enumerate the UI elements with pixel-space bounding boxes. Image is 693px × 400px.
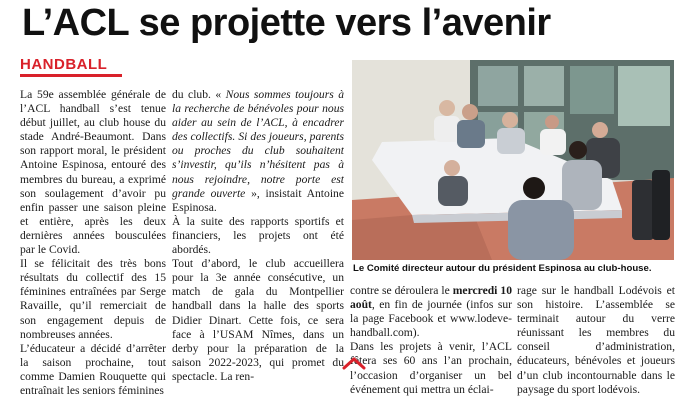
section-rubric: HANDBALL [20,56,108,73]
text-run: , en fin de journée (infos sur la page Facebook et www.lodeve-handball.com). [350,298,512,340]
article-column-2 [172,88,344,400]
text-run: du club. « [172,88,226,101]
paragraph: À la suite des rapports sportifs et financiers, les projets ont été abordés. [172,214,344,257]
photo-illustration [352,60,674,260]
text-run: », insistait Antoine Espinosa. [172,186,344,214]
article-column-1 [20,88,166,400]
article-headline: L’ACL se projette vers l’avenir [22,2,551,44]
photo-caption: Le Comité directeur autour du président Espinosa au club-house. [353,263,652,274]
paragraph: Il se félicitait des très bons résultats du collectif des 15 féminines entraînées par Serge Ravaille, qu’il remerciait de son engagement depuis de nombreuses années. [20,257,166,341]
paragraph: L’éducateur a décidé d’arrêter la saison prochaine, tout comme Damien Rouquette qui entraînait les seniors féminines [20,341,166,397]
paragraph: Tout d’abord, le club accueillera pour la 3e année consécutive, un match de gala du Montpellier handball dans la halle des sports Didier Dinart. Cette fois, ce sera face à l’USAM Nîmes, dans un derby pour la préparation de la saison 2022-2023, qui promet du spectacle. La ren- [172,257,344,383]
quote-text: Nous sommes toujours à la recherche de bénévoles pour nous aider au sein de l’ACL, à encadrer des collectifs. Si des joueurs, parents ou proches du club souhaitent s’investir, qu’ils n’hésitent pas à nous rejoindre, notre porte est grande ouverte [172,88,344,200]
text-run: contre se déroulera le [350,284,453,297]
paragraph [172,88,344,215]
rubric-underline [20,74,122,77]
article-photo [352,60,674,260]
article-column-4 [517,284,675,400]
article-column-3 [350,284,512,400]
paragraph: La 59e assemblée générale de l’ACL handball s’est tenue début juillet, au club house du stade André-Beaumont. Dans son rapport moral, le président Antoine Espinosa, entouré des membres du bureau, a exprimé son soulagement d’avoir pu enfin passer une saison pleine et entière, après les deux dernières années bousculées par le Covid. [20,88,166,257]
paragraph: rage sur le handball Lodévois et son histoire. L’assemblée se terminait autour du verre réunissant les membres du conseil d’administration, éducateurs, bénévoles et joueurs d’un club incontournable dans le paysage du sport lodévois. [517,284,675,396]
event-date: mercredi 10 août [350,284,512,312]
paragraph [350,284,512,340]
paragraph: Dans les projets à venir, l’ACL fêtera ses 60 ans l’an prochain, l’occasion d’organiser un bel événement qui mettra un éclai- [350,340,512,396]
chevron-up-icon [341,355,367,371]
scroll-up-button[interactable] [339,352,369,374]
